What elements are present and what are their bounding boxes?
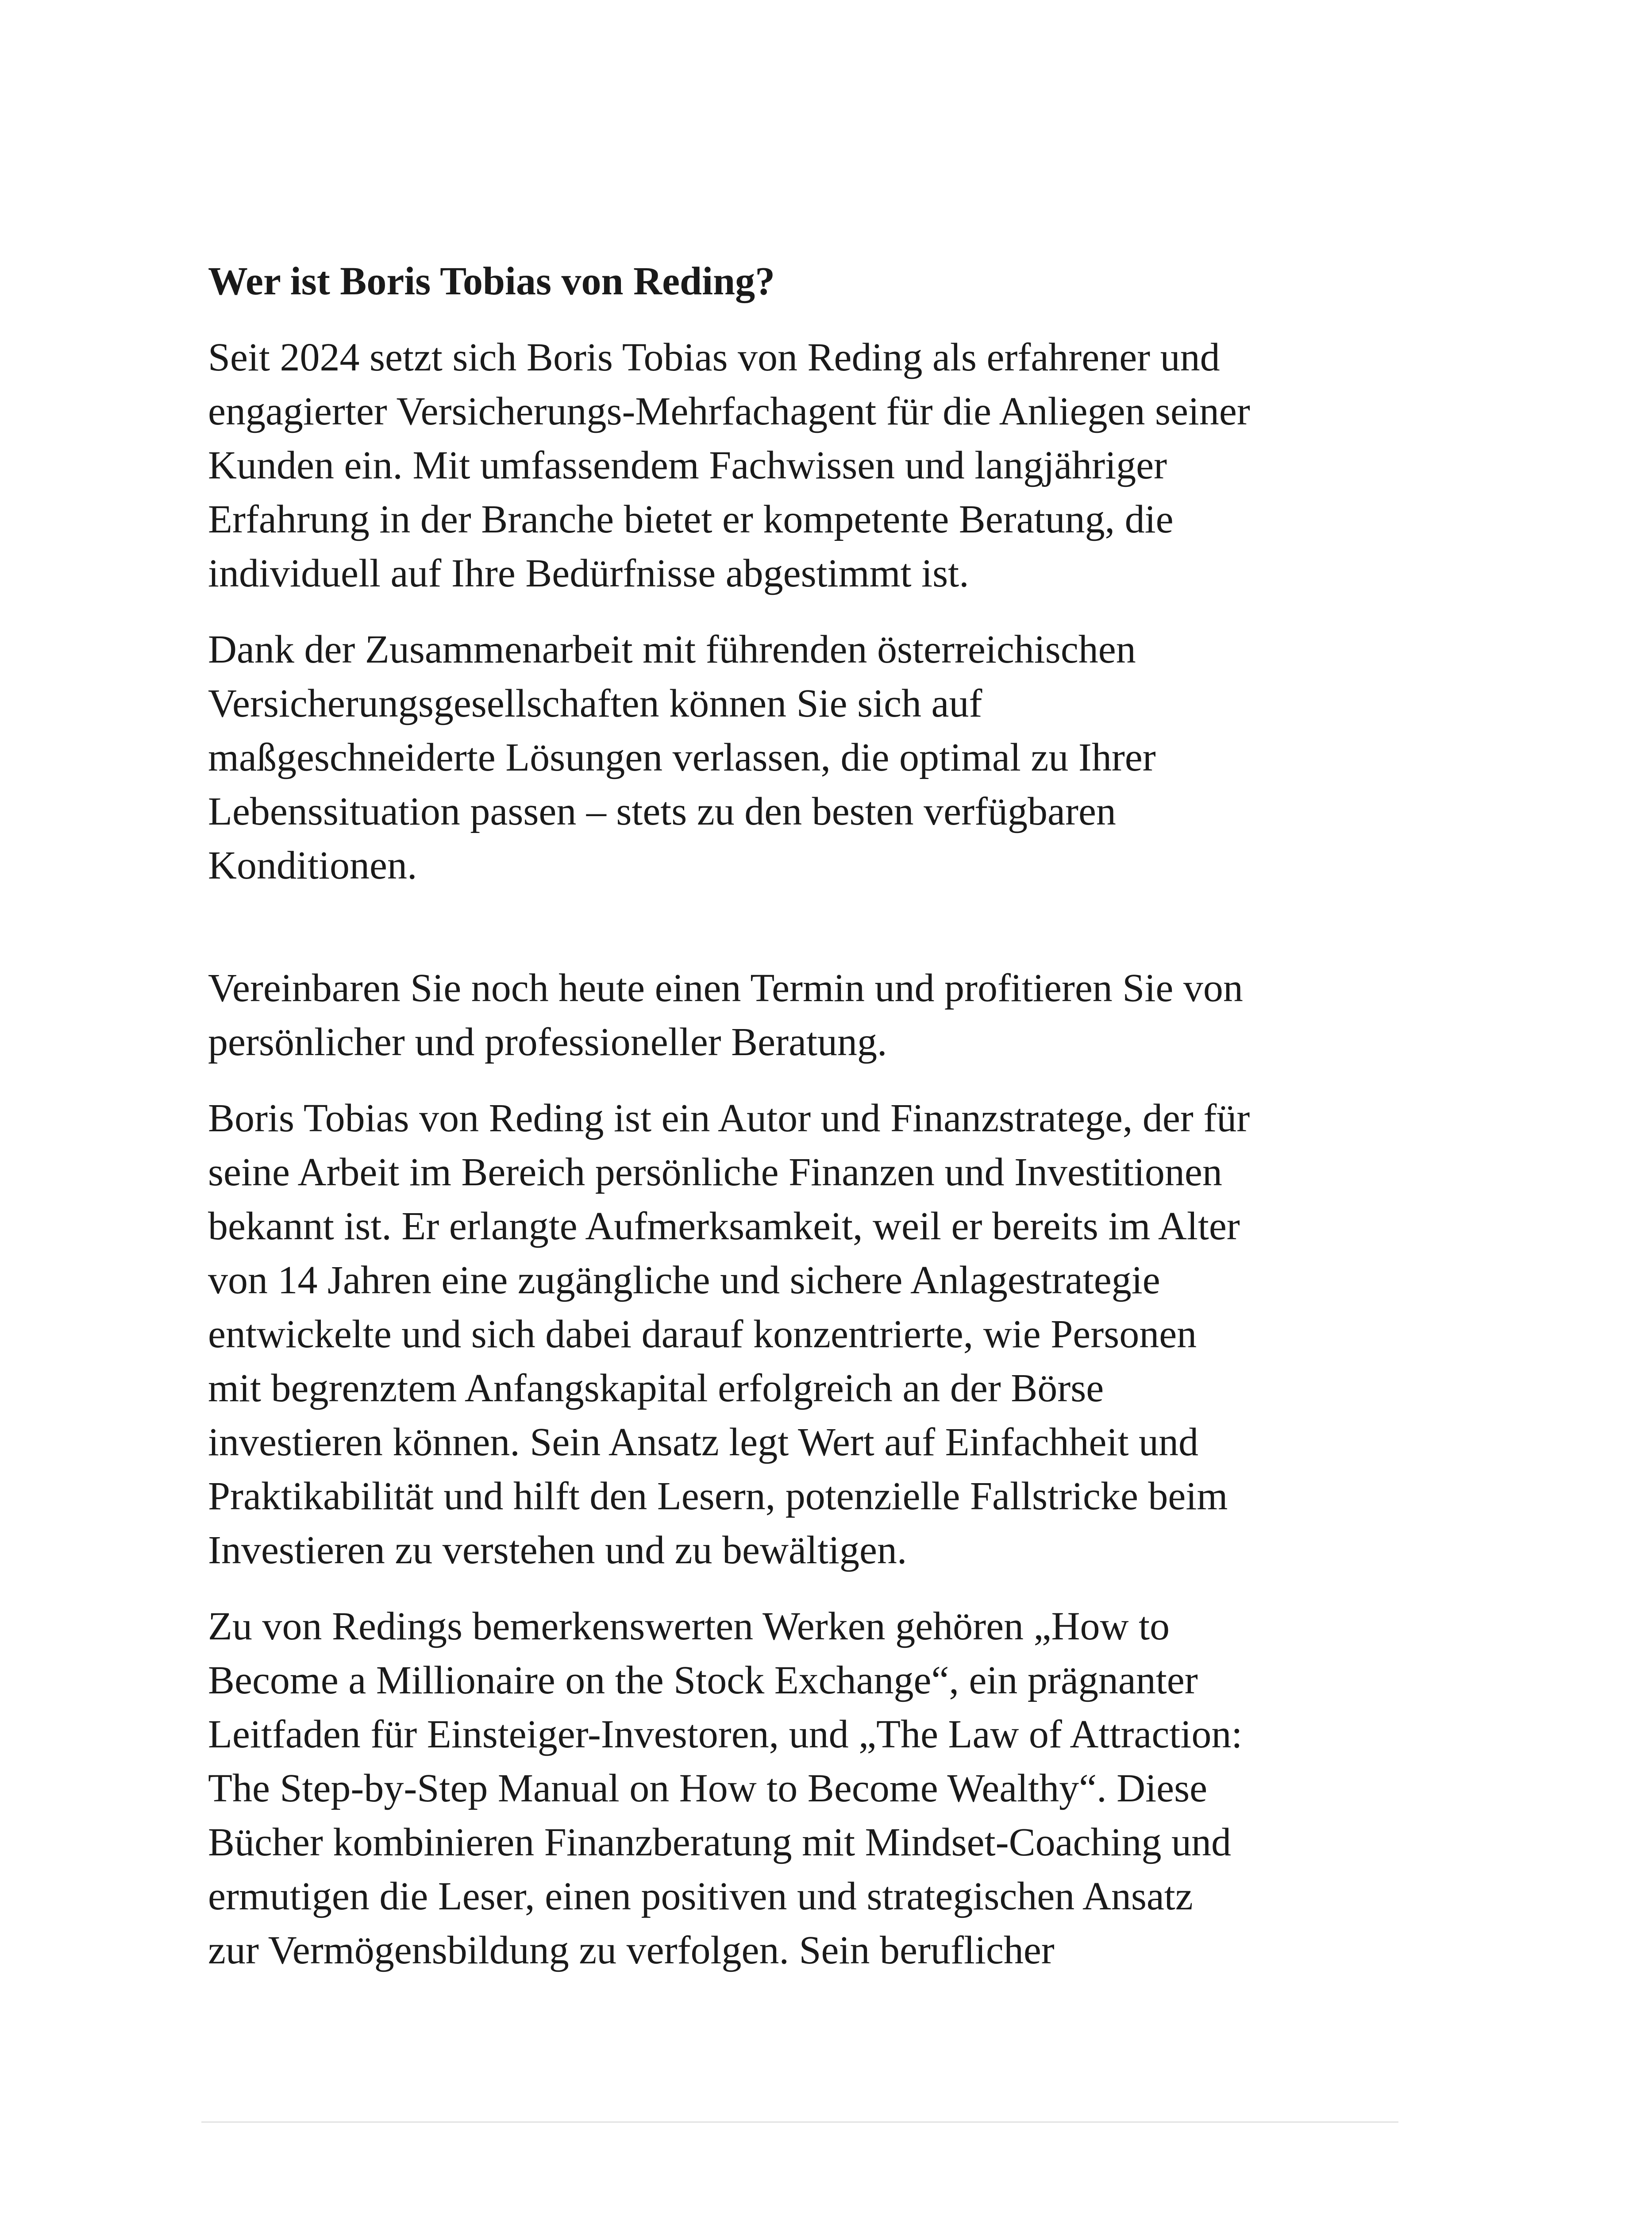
- paragraph-line: Konditionen.: [208, 844, 417, 887]
- paragraph-line: mit begrenztem Anfangskapital erfolgreich an der Börse: [208, 1366, 1104, 1410]
- paragraph-line: Kunden ein. Mit umfassendem Fachwissen und langjähriger: [208, 443, 1167, 487]
- paragraph-line: Lebenssituation passen – stets zu den besten verfügbaren: [208, 790, 1116, 833]
- paragraph-line: Seit 2024 setzt sich Boris Tobias von Reding als erfahrener und: [208, 335, 1220, 379]
- paragraph-line: Leitfaden für Einsteiger-Investoren, und „The Law of Attraction:: [208, 1712, 1243, 1756]
- paragraph-line: Bücher kombinieren Finanzberatung mit Mindset-Coaching und: [208, 1820, 1232, 1864]
- paragraph-line: Dank der Zusammenarbeit mit führenden österreichischen: [208, 628, 1136, 671]
- paragraph-line: Vereinbaren Sie noch heute einen Termin und profitieren Sie von: [208, 966, 1243, 1010]
- paragraph-line: bekannt ist. Er erlangte Aufmerksamkeit, weil er bereits im Alter: [208, 1204, 1240, 1248]
- paragraph-line: von 14 Jahren eine zugängliche und sichere Anlagestrategie: [208, 1258, 1160, 1302]
- paragraph-works: [208, 1600, 1412, 1978]
- document-body: [208, 254, 1412, 2000]
- paragraph-line: Zu von Redings bemerkenswerten Werken gehören „How to: [208, 1604, 1170, 1648]
- paragraph-line: Praktikabilität und hilft den Lesern, potenzielle Fallstricke beim: [208, 1474, 1228, 1518]
- footer-divider: [201, 2121, 1398, 2123]
- paragraph-line: zur Vermögensbildung zu verfolgen. Sein beruflicher: [208, 1928, 1055, 1972]
- paragraph-line: seine Arbeit im Bereich persönliche Finanzen und Investitionen: [208, 1150, 1222, 1194]
- paragraph-line: entwickelte und sich dabei darauf konzentrierte, wie Personen: [208, 1312, 1197, 1356]
- paragraph-line: engagierter Versicherungs-Mehrfachagent für die Anliegen seiner: [208, 389, 1250, 433]
- paragraph-line: persönlicher und professioneller Beratung.: [208, 1020, 887, 1064]
- paragraph-line: Erfahrung in der Branche bietet er kompetente Beratung, die: [208, 497, 1174, 541]
- paragraph-author: [208, 1091, 1412, 1577]
- paragraph-line: ermutigen die Leser, einen positiven und strategischen Ansatz: [208, 1874, 1193, 1918]
- paragraph-line: Versicherungsgesellschaften können Sie sich auf: [208, 682, 982, 725]
- paragraph-line: investieren können. Sein Ansatz legt Wert auf Einfachheit und: [208, 1420, 1198, 1464]
- paragraph-appointment: [208, 961, 1412, 1069]
- paragraph-line: Investieren zu verstehen und zu bewältigen.: [208, 1528, 907, 1572]
- paragraph-intro: [208, 331, 1412, 601]
- paragraph-line: maßgeschneiderte Lösungen verlassen, die optimal zu Ihrer: [208, 736, 1156, 779]
- paragraph-line: individuell auf Ihre Bedürfnisse abgestimmt ist.: [208, 551, 969, 595]
- paragraph-line: The Step-by-Step Manual on How to Become Wealthy“. Diese: [208, 1766, 1208, 1810]
- paragraph-line: Boris Tobias von Reding ist ein Autor und Finanzstratege, der für: [208, 1096, 1250, 1140]
- document-heading: Wer ist Boris Tobias von Reding?: [208, 259, 775, 303]
- paragraph-partners: [208, 623, 1412, 893]
- paragraph-line: Become a Millionaire on the Stock Exchange“, ein prägnanter: [208, 1658, 1198, 1702]
